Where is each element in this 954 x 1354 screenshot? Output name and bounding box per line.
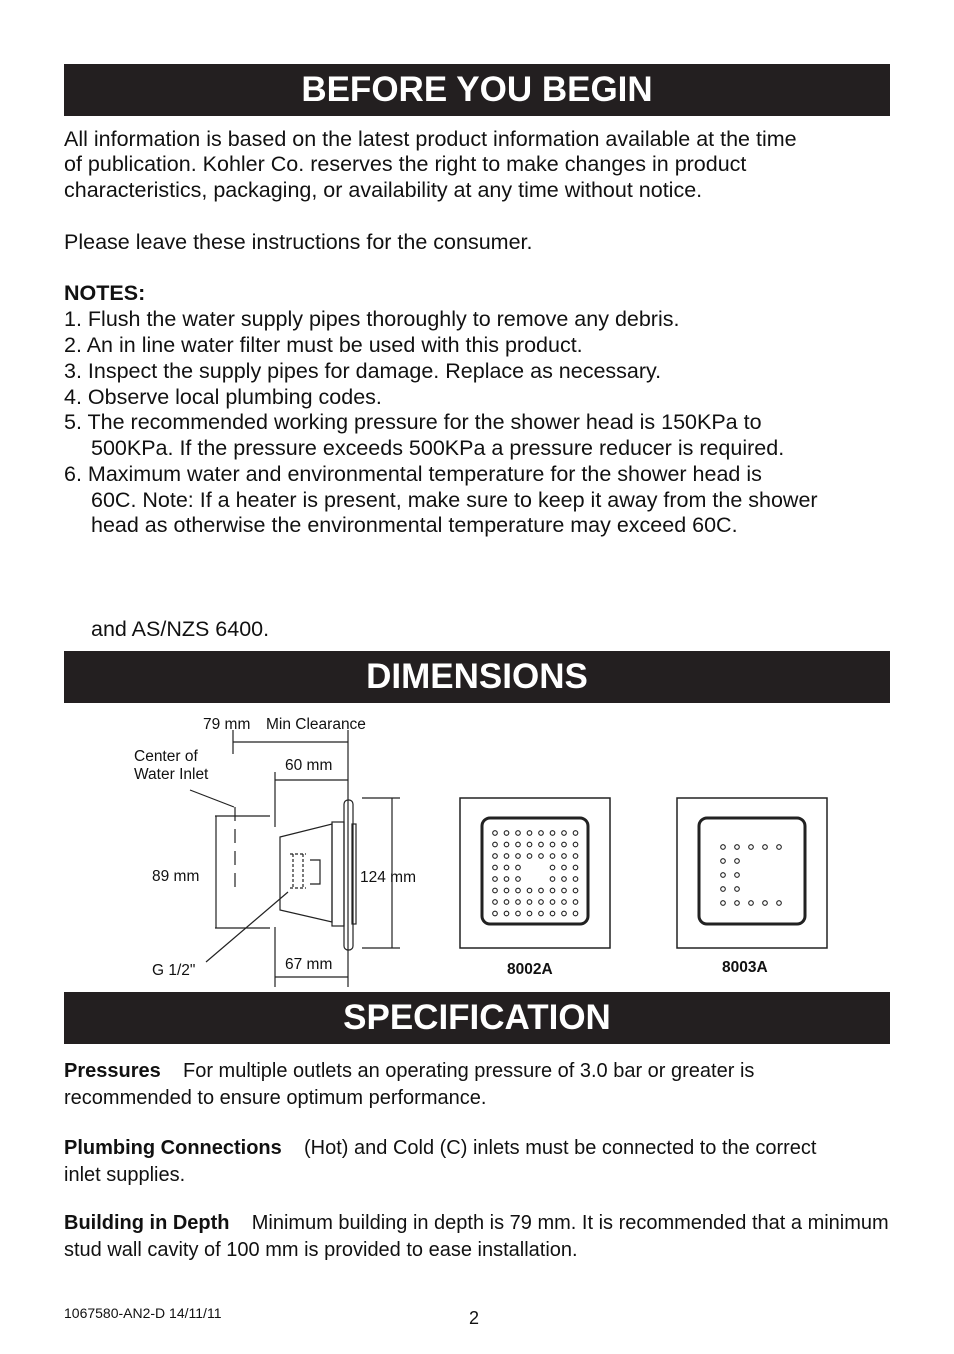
nozzle-dot-8002a [527, 888, 532, 893]
note-5-line-2: 500KPa. If the pressure exceeds 500KPa a pressure reducer is required. [91, 436, 785, 460]
nozzle-dot-8002a [504, 865, 509, 870]
nozzle-dot-8003a [721, 901, 726, 906]
note-4: 4. Observe local plumbing codes. [64, 385, 382, 409]
nozzle-dot-8002a [550, 900, 555, 905]
dimensions-diagram [120, 712, 840, 992]
nozzle-dot-8002a [573, 865, 578, 870]
nozzle-dot-8003a [721, 873, 726, 878]
nozzle-dot-8002a [562, 877, 567, 882]
nozzle-dot-8002a [493, 831, 498, 836]
note-standards: and AS/NZS 6400. [91, 617, 270, 641]
nozzle-dot-8003a [749, 901, 754, 906]
clearance-value: 79 mm [203, 716, 251, 733]
nozzle-dot-8002a [504, 877, 509, 882]
nozzle-dot-8002a [562, 900, 567, 905]
nozzle-dot-8002a [504, 842, 509, 847]
nozzle-dot-8002a [562, 854, 567, 859]
nozzle-dot-8002a [573, 888, 578, 893]
nozzle-dot-8002a [539, 888, 544, 893]
note-6-line-2: 60C. Note: If a heater is present, make sure to keep it away from the shower [91, 488, 818, 512]
nozzle-dot-8002a [539, 831, 544, 836]
nozzle-dot-8003a [749, 845, 754, 850]
dimension-60: 60 mm [285, 757, 333, 774]
center-label-line-2: Water Inlet [134, 766, 209, 783]
note-2: 2. An in line water filter must be used with this product. [64, 333, 583, 357]
nozzle-dot-8002a [516, 842, 521, 847]
nozzle-dot-8002a [516, 911, 521, 916]
nozzle-dot-8002a [493, 842, 498, 847]
note-5-line-1: 5. The recommended working pressure for the shower head is 150KPa to [64, 410, 762, 434]
intro-line-3: characteristics, packaging, or availability at any time without notice. [64, 178, 703, 202]
thread-label: G 1/2" [152, 962, 196, 979]
nozzle-dot-8003a [777, 845, 782, 850]
nozzle-dot-8002a [516, 854, 521, 859]
specification-heading: SPECIFICATION [64, 992, 890, 1044]
note-6-line-3: head as otherwise the environmental temperature may exceed 60C. [91, 513, 738, 537]
nozzle-dot-8002a [539, 911, 544, 916]
note-6-line-1: 6. Maximum water and environmental temperature for the shower head is [64, 462, 762, 486]
nozzle-dot-8003a [721, 859, 726, 864]
nozzle-dot-8002a [516, 865, 521, 870]
nozzle-dot-8002a [527, 854, 532, 859]
nozzle-dot-8003a [735, 845, 740, 850]
dimension-124: 124 mm [360, 869, 416, 886]
nozzle-dot-8002a [493, 900, 498, 905]
nozzle-dot-8002a [527, 831, 532, 836]
nozzle-dot-8002a [527, 842, 532, 847]
center-label-line-1: Center of [134, 748, 198, 765]
nozzle-dot-8003a [763, 901, 768, 906]
spec-pressures [64, 1058, 864, 1112]
intro-line-1: All information is based on the latest product information available at the time [64, 127, 797, 151]
nozzle-dot-8002a [516, 831, 521, 836]
dimension-89: 89 mm [152, 868, 200, 885]
nozzle-dot-8002a [562, 831, 567, 836]
nozzle-dot-8002a [550, 888, 555, 893]
nozzle-dot-8002a [493, 865, 498, 870]
nozzle-dot-8002a [539, 842, 544, 847]
before-you-begin-heading: BEFORE YOU BEGIN [64, 64, 890, 116]
nozzle-dot-8003a [763, 845, 768, 850]
building-label: Building in Depth [64, 1212, 230, 1234]
nozzle-dot-8002a [562, 842, 567, 847]
nozzle-dot-8002a [493, 888, 498, 893]
dimension-67: 67 mm [285, 956, 333, 973]
nozzle-dot-8002a [493, 854, 498, 859]
nozzle-dot-8002a [516, 888, 521, 893]
page-number: 2 [469, 1308, 480, 1328]
nozzle-dot-8002a [573, 900, 578, 905]
plumbing-label: Plumbing Connections [64, 1137, 282, 1159]
nozzle-dot-8003a [735, 873, 740, 878]
nozzle-dot-8002a [516, 877, 521, 882]
plumbing-text: (Hot) and Cold (C) inlets must be connected to the correct inlet supplies. [64, 1137, 817, 1186]
pressures-label: Pressures [64, 1060, 161, 1082]
intro-line-2: of publication. Kohler Co. reserves the right to make changes in product [64, 152, 747, 176]
nozzle-dot-8002a [504, 900, 509, 905]
note-1: 1. Flush the water supply pipes thoroughly to remove any debris. [64, 307, 680, 331]
nozzle-dot-8003a [735, 859, 740, 864]
nozzle-dot-8002a [504, 831, 509, 836]
nozzle-dot-8002a [550, 877, 555, 882]
nozzle-dot-8003a [735, 901, 740, 906]
nozzle-dot-8003a [721, 845, 726, 850]
nozzle-dot-8002a [550, 865, 555, 870]
dimensions-drawing [120, 712, 840, 992]
nozzle-dot-8002a [573, 854, 578, 859]
document-number: 1067580-AN2-D 14/11/11 [64, 1305, 222, 1321]
nozzle-dot-8003a [777, 901, 782, 906]
nozzle-dot-8002a [550, 911, 555, 916]
nozzle-dot-8002a [562, 865, 567, 870]
nozzle-dot-8002a [573, 911, 578, 916]
nozzle-dot-8003a [735, 887, 740, 892]
nozzle-dot-8002a [573, 877, 578, 882]
building-text: Minimum building in depth is 79 mm. It is recommended that a minimum stud wall cavity of 100 mm is provided to ease installation. [64, 1212, 889, 1261]
nozzle-dot-8002a [527, 911, 532, 916]
dimensions-heading: DIMENSIONS [64, 651, 890, 703]
nozzle-dot-8002a [504, 888, 509, 893]
spec-building-depth [64, 1210, 894, 1264]
spec-plumbing [64, 1135, 854, 1189]
model-8003a: 8003A [722, 959, 768, 976]
leave-instructions: Please leave these instructions for the consumer. [64, 230, 533, 254]
nozzle-dot-8002a [493, 877, 498, 882]
nozzle-dot-8002a [493, 911, 498, 916]
model-8002a: 8002A [507, 961, 553, 978]
nozzle-dot-8002a [504, 854, 509, 859]
nozzle-dot-8002a [516, 900, 521, 905]
nozzle-dot-8002a [550, 854, 555, 859]
nozzle-dot-8002a [573, 831, 578, 836]
nozzle-dot-8002a [573, 842, 578, 847]
pressures-text: For multiple outlets an operating pressure of 3.0 bar or greater is recommended to ensure optimum performance. [64, 1060, 755, 1109]
nozzle-dot-8002a [527, 900, 532, 905]
notes-heading: NOTES: [64, 281, 146, 305]
nozzle-dot-8002a [550, 831, 555, 836]
nozzle-dot-8002a [539, 854, 544, 859]
nozzle-dot-8003a [721, 887, 726, 892]
nozzle-dot-8002a [539, 900, 544, 905]
clearance-label: Min Clearance [266, 716, 366, 733]
note-3: 3. Inspect the supply pipes for damage. Replace as necessary. [64, 359, 662, 383]
nozzle-dot-8002a [562, 911, 567, 916]
nozzle-dot-8002a [562, 888, 567, 893]
nozzle-dot-8002a [504, 911, 509, 916]
nozzle-dot-8002a [550, 842, 555, 847]
